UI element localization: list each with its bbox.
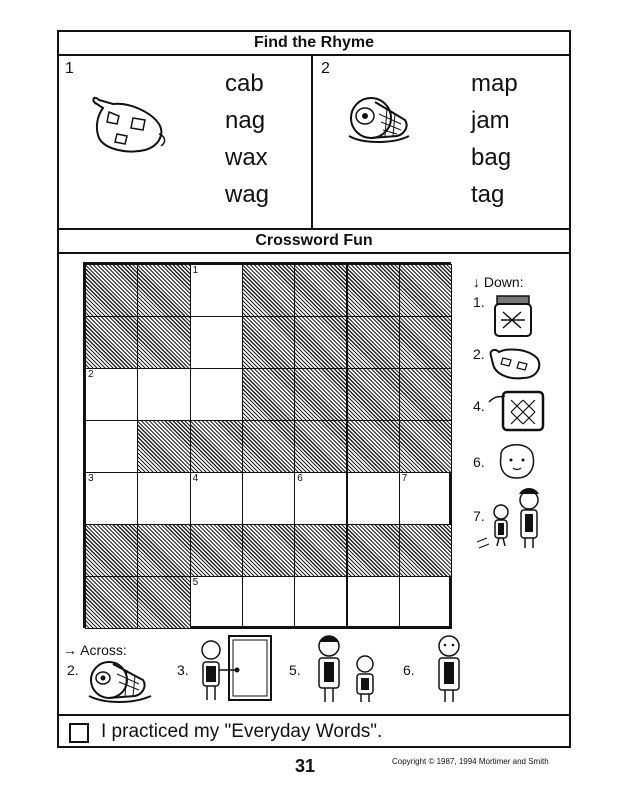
crossword-blocked-cell [399,368,452,421]
checkbox-divider [59,714,569,716]
crossword-blocked-cell [399,264,452,317]
crossword-blocked-cell [85,316,138,369]
bag-icon [89,90,169,156]
crossword-blocked-cell [85,524,138,577]
crossword-blocked-cell [85,576,138,629]
crossword-blocked-cell [294,420,347,473]
crossword-clue-number: 4 [192,473,199,484]
crossword-blocked-cell [399,316,452,369]
rhyme-word: cab [225,70,264,97]
down-clue-number: 1. [473,294,485,310]
crossword-grid [83,262,451,628]
crossword-blocked-cell [137,316,190,369]
crossword-blocked-cell [242,316,295,369]
ham-icon [85,656,155,704]
crossword-cell[interactable] [242,472,295,525]
rhyme-word: bag [471,144,512,171]
crossword-blocked-cell [347,368,400,421]
crossword-blocked-cell [137,264,190,317]
down-clue-number: 4. [473,398,485,414]
practice-checkbox[interactable] [69,723,89,743]
rhyme-word: jam [471,107,510,134]
crossword-blocked-cell [347,316,400,369]
crossword-cell[interactable] [399,472,452,525]
crossword-blocked-cell [137,576,190,629]
rhyme-word: wax [225,144,268,171]
crossword-cell[interactable] [347,576,400,629]
crossword-blocked-cell [294,316,347,369]
crossword-blocked-cell [242,368,295,421]
copyright-notice: Copyright © 1987, 1994 Mortimer and Smith [392,757,549,766]
crossword-cell[interactable] [137,472,190,525]
tag-icon [487,384,547,434]
rhyme-word: map [471,70,518,97]
crossword-blocked-cell [242,420,295,473]
rhyme-divider [311,56,313,228]
crossword-cell[interactable] [347,472,400,525]
across-clues-label: → Across: [63,642,127,658]
crossword-cell[interactable] [85,420,138,473]
crossword-blocked-cell [347,524,400,577]
across-clue-number: 2. [67,662,79,678]
people-icon [473,472,549,552]
crossword-cell[interactable] [399,576,452,629]
crossword-blocked-cell [137,524,190,577]
crossword-section-title: Crossword Fun [59,230,569,254]
crossword-blocked-cell [190,420,243,473]
person-icon [427,632,471,704]
down-clues-label: ↓ Down: [473,274,524,290]
down-clue-number: 6. [473,454,485,470]
crossword-cell[interactable] [190,576,243,629]
crossword-cell[interactable] [190,264,243,317]
crossword-cell[interactable] [190,316,243,369]
crossword-blocked-cell [242,264,295,317]
crossword-blocked-cell [399,524,452,577]
crossword-clue-number: 1 [192,265,199,276]
crossword-clue-number: 3 [88,473,94,484]
crossword-cell[interactable] [242,576,295,629]
jam-jar-icon [491,294,535,338]
rhyme-word: nag [225,107,266,134]
crossword-clue-number: 6 [297,473,303,484]
crossword-blocked-cell [399,420,452,473]
rhyme-section-title: Find the Rhyme [59,32,569,56]
across-clue-number: 5. [289,662,301,678]
crossword-cell[interactable] [294,576,347,629]
practice-check-label: I practiced my "Everyday Words". [101,721,383,742]
rhyme-left-number: 1 [65,60,74,77]
down-clue-number: 2. [473,346,485,362]
rhyme-word: tag [471,181,505,208]
worksheet-page [57,30,571,748]
crossword-blocked-cell [294,524,347,577]
bag-icon [487,346,543,382]
crossword-cell[interactable] [294,472,347,525]
crossword-cell[interactable] [137,368,190,421]
crossword-cell[interactable] [85,472,138,525]
crossword-cell[interactable] [190,472,243,525]
crossword-blocked-cell [347,264,400,317]
practice-check-row [59,718,569,748]
crossword-blocked-cell [137,420,190,473]
crossword-blocked-cell [294,368,347,421]
person-door-icon [193,632,275,704]
down-clue-number: 7. [473,508,485,524]
crossword-blocked-cell [242,524,295,577]
rhyme-word: wag [225,181,270,208]
crossword-clue-number: 5 [192,577,199,588]
rhyme-right-number: 2 [321,60,330,77]
across-clue-number: 3. [177,662,189,678]
across-clue-number: 6. [403,662,415,678]
crossword-cell[interactable] [190,368,243,421]
crossword-clue-number: 7 [401,473,408,484]
people-icon [305,632,389,704]
crossword-blocked-cell [85,264,138,317]
crossword-blocked-cell [347,420,400,473]
page-number: 31 [295,756,316,776]
ham-icon [343,92,413,146]
crossword-clue-number: 2 [88,369,94,380]
crossword-blocked-cell [190,524,243,577]
crossword-blocked-cell [294,264,347,317]
crossword-cell[interactable] [85,368,138,421]
